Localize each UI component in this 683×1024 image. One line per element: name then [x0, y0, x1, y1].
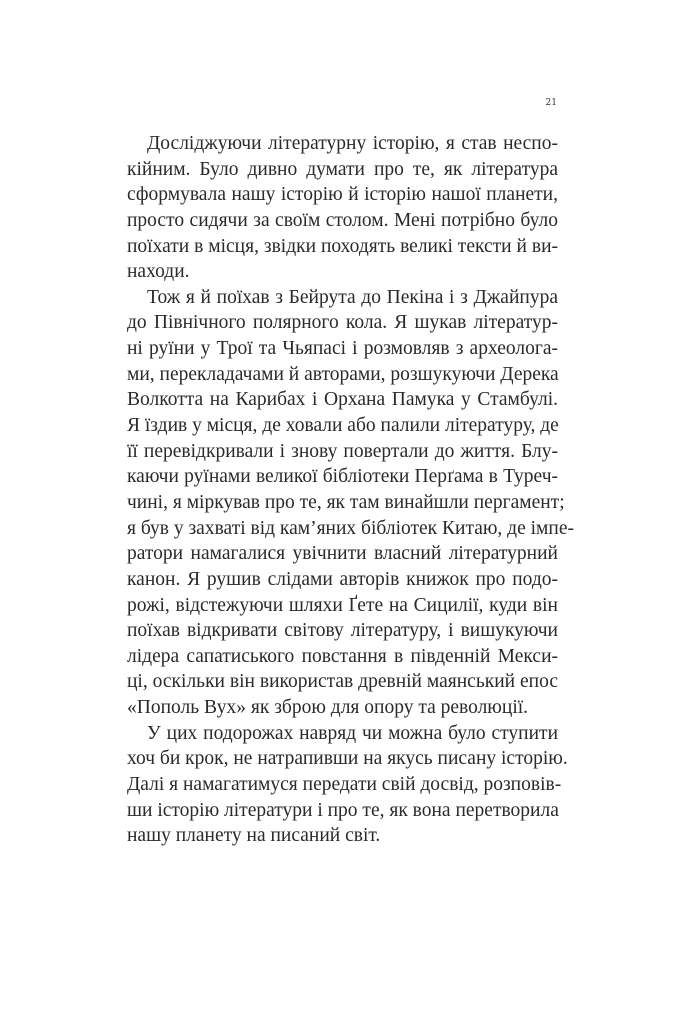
text-line: Тож я й поїхав з Бейрута до Пекіна і з Джайпура	[147, 286, 558, 308]
text-line: ши історію літератури і про те, як вона перетворила	[127, 799, 559, 821]
text-line: нашу планету на писаний світ.	[127, 825, 381, 847]
text-line: «Пополь Вух» як зброю для опору та революції.	[127, 697, 529, 719]
text-line: находи.	[127, 261, 190, 283]
text-line: я був у захваті від кам’яних бібліотек Китаю, де імпе-	[127, 517, 574, 539]
page-number: 21	[545, 98, 557, 108]
text-line: до Північного полярного кола. Я шукав літератур-	[127, 312, 558, 334]
text-line: Далі я намагатимуся передати свій досвід, розповів-	[127, 774, 562, 796]
text-line: сформувала нашу історію й історію нашої планети,	[127, 184, 558, 206]
text-line: ратори намагалися увічнити власний літературний	[127, 543, 558, 565]
text-line: ці, оскільки він використав древній маянський епос	[127, 671, 558, 693]
text-line: ми, перекладачами й авторами, розшукуючи Дерека	[127, 363, 559, 385]
paragraph	[127, 131, 558, 285]
text-line: кійним. Було дивно думати про те, як література	[127, 158, 558, 180]
text-line: лідера сапатиського повстання в південній Мекси-	[127, 645, 558, 667]
text-line: Досліджуючи літературну історію, я став неспо-	[147, 133, 558, 154]
text-line: чині, я міркував про те, як там винайшли пергамент;	[127, 491, 565, 513]
text-line: поїхати в місця, звідки походять великі тексти й ви-	[127, 235, 558, 257]
text-line: поїхав відкривати світову літературу, і вишукуючи	[127, 620, 558, 642]
text-line: Я їздив у місця, де ховали або палили літературу, де	[127, 415, 559, 437]
text-line: просто сидячи за своїм столом. Мені потрібно було	[127, 209, 558, 231]
text-line: хоч би крок, не натрапивши на якусь писану історію.	[127, 748, 568, 770]
text-line: її перевідкривали і знову повертали до життя. Блу-	[127, 440, 558, 462]
text-line: У цих подорожах навряд чи можна було ступити	[147, 722, 558, 744]
paragraph	[127, 285, 574, 721]
text-line: ні руїни у Трої та Чьяпасі і розмовляв з археолога-	[127, 338, 558, 360]
text-line: канон. Я рушив слідами авторів книжок про подо-	[127, 568, 558, 590]
text-line: Волкотта на Карибах і Орхана Памука у Стамбулі.	[127, 389, 558, 411]
text-line: каючи руїнами великої бібліотеки Перґама в Туреч-	[127, 466, 558, 488]
paragraph	[127, 721, 568, 849]
body-text	[127, 131, 574, 849]
text-line: рожі, відстежуючи шляхи Ґете на Сицилії, куди він	[127, 594, 558, 616]
